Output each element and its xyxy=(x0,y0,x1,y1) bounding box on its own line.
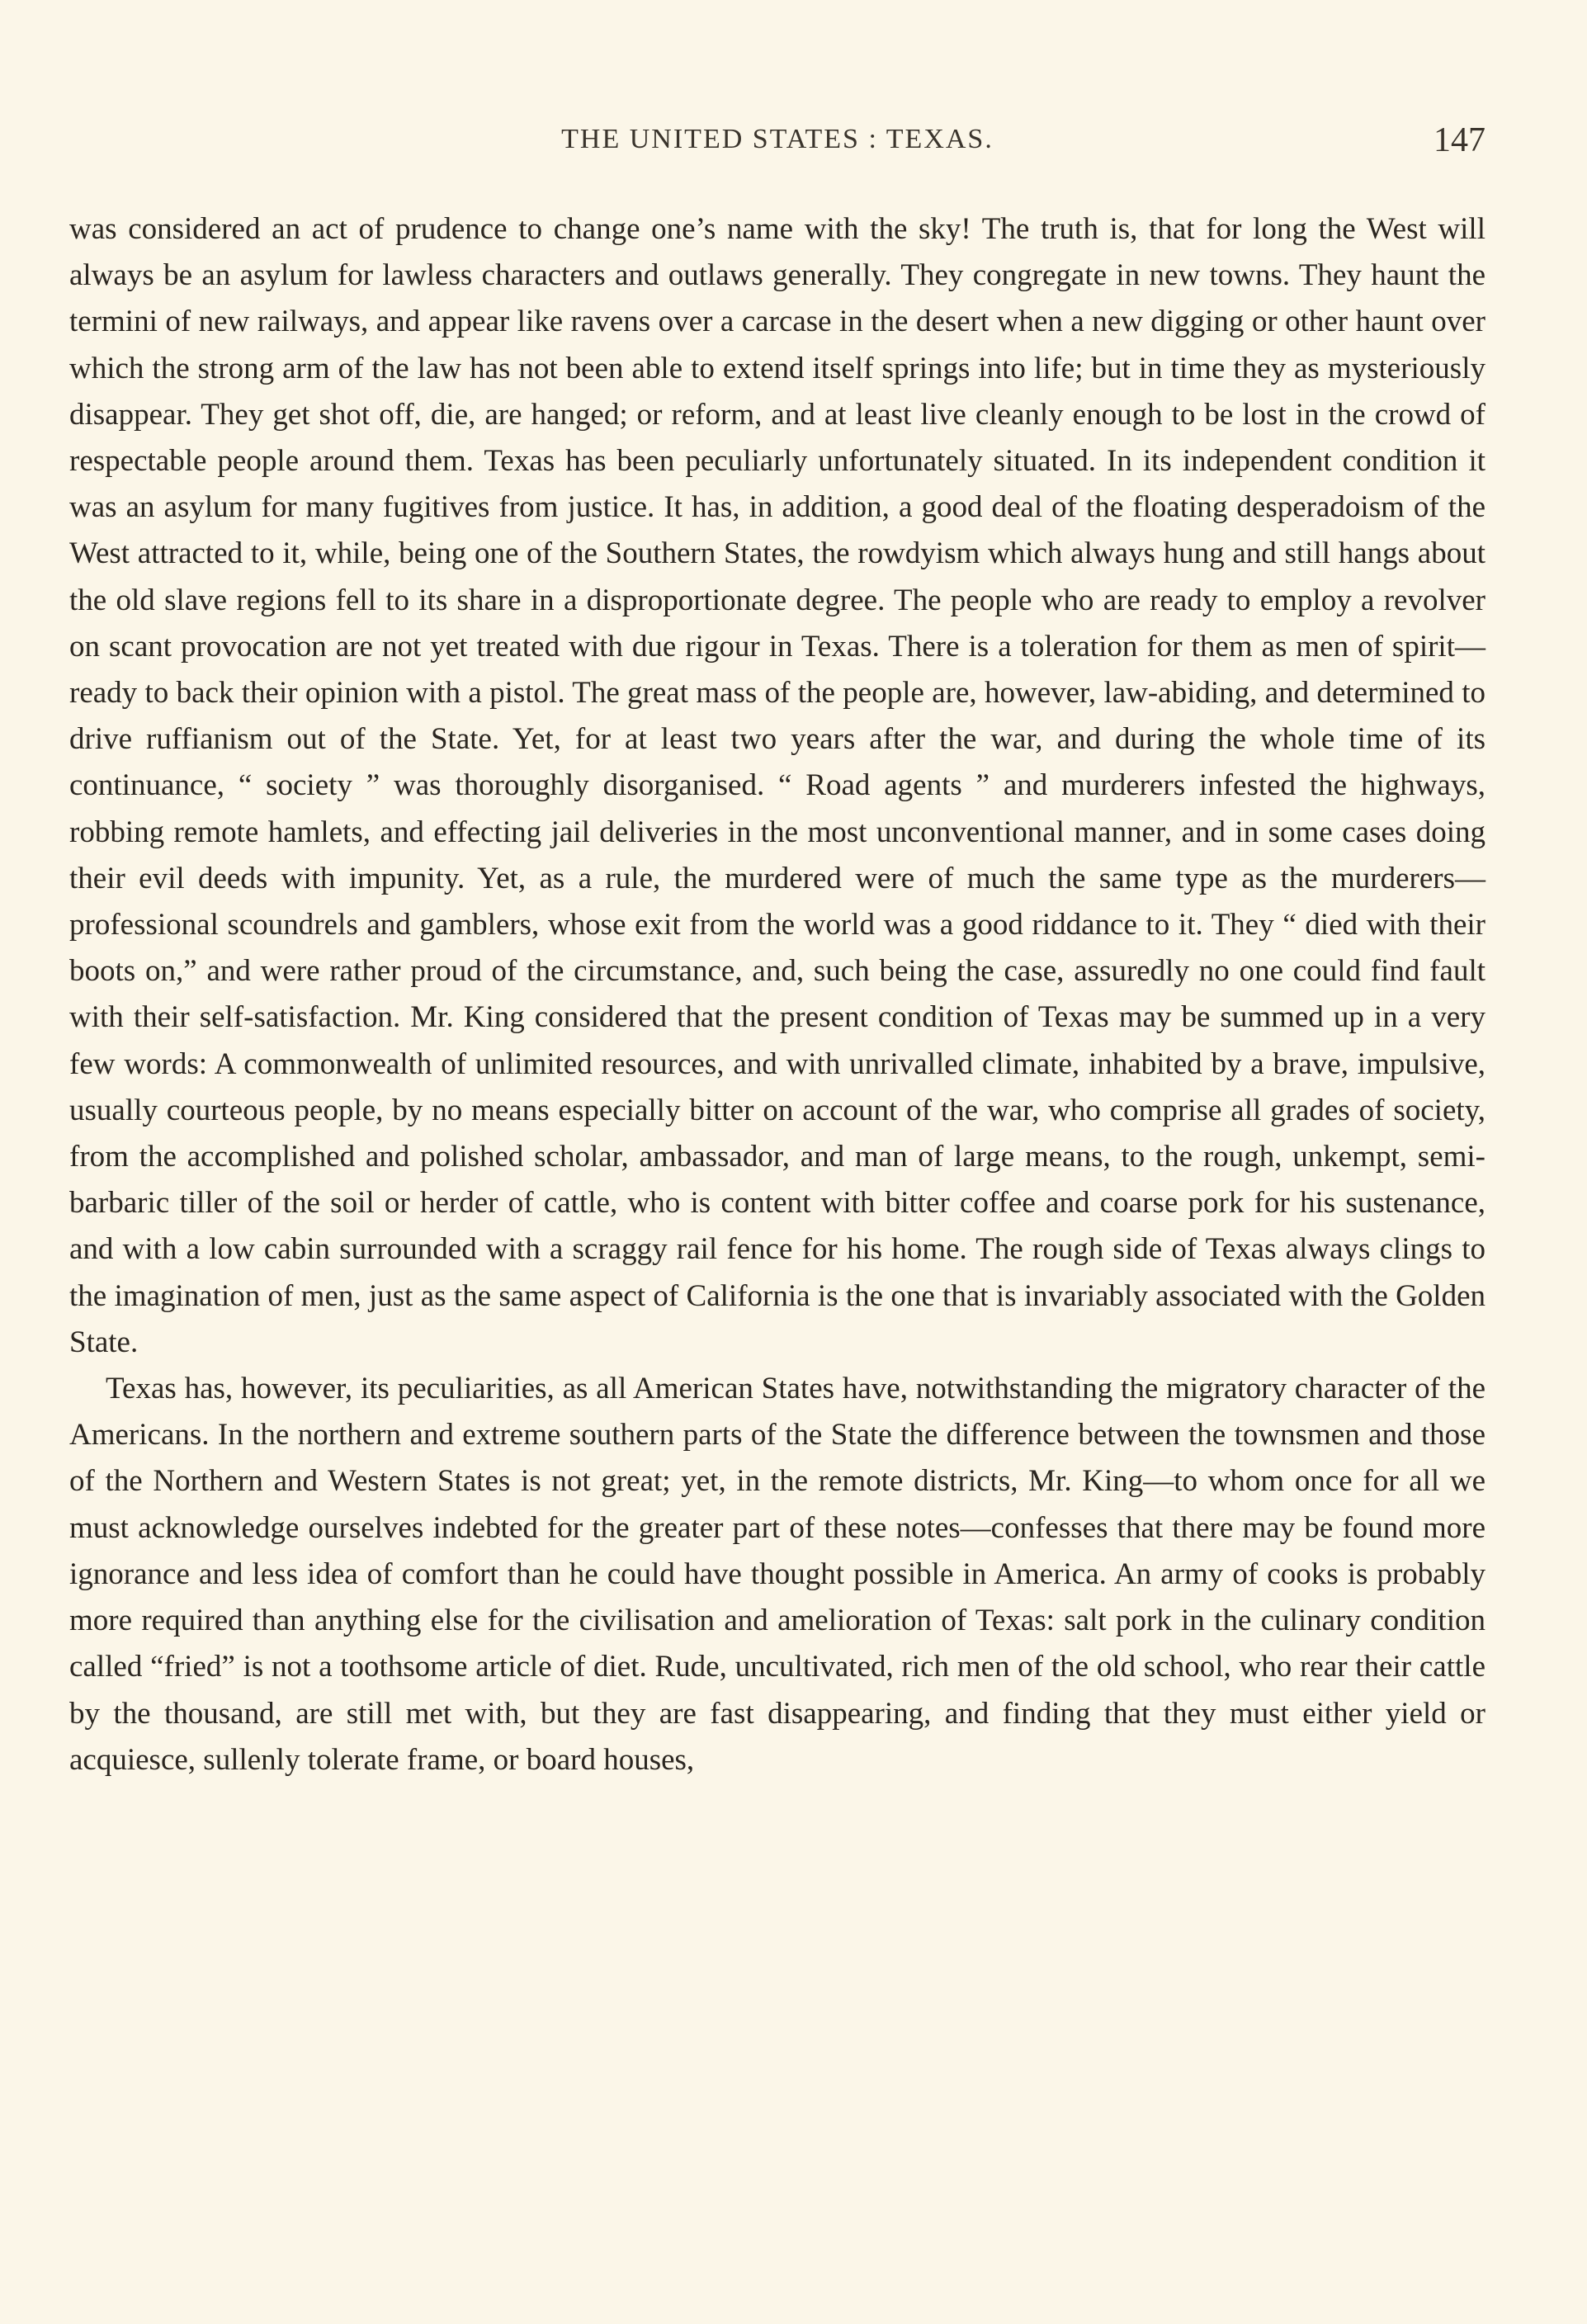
body-text xyxy=(69,206,1485,1783)
page-number: 147 xyxy=(1433,121,1485,159)
running-head xyxy=(69,121,1485,165)
running-head-title: THE UNITED STATES : TEXAS. xyxy=(561,124,994,154)
paragraph: was considered an act of prudence to change one’s name with the sky! The truth is, that for long the West will always be an asylum for lawless characters and outlaws generally. They congregate in new towns. They haunt the termini of new railways, and appear like ravens over a carcase in the desert when a new digging or other haunt over which the strong arm of the law has not been able to extend itself springs into life; but in time they as mysteriously disappear. They get shot off, die, are hanged; or reform, and at least live cleanly enough to be lost in the crowd of respectable people around them. Texas has been peculiarly unfortunately situated. In its independent condition it was an asylum for many fugitives from justice. It has, in addition, a good deal of the floating desperadoism of the West attracted to it, while, being one of the Southern States, the rowdyism which always hung and still hangs about the old slave regions fell to its share in a disproportionate degree. The people who are ready to employ a revolver on scant provocation are not yet treated with due rigour in Texas. There is a toleration for them as men of spirit—ready to back their opinion with a pistol. The great mass of the people are, however, law-abiding, and determined to drive ruffianism out of the State. Yet, for at least two years after the war, and during the whole time of its continuance, “ society ” was thoroughly disorganised. “ Road agents ” and murderers infested the highways, robbing remote hamlets, and effecting jail deliveries in the most unconventional manner, and in some cases doing their evil deeds with impunity. Yet, as a rule, the murdered were of much the same type as the murderers—professional scoundrels and gamblers, whose exit from the world was a good riddance to it. They “ died with their boots on,” and were rather proud of the circumstance, and, such being the case, assuredly no one could find fault with their self-satisfaction. Mr. King considered that the present condition of Texas may be summed up in a very few words: A commonwealth of unlimited resources, and with unrivalled climate, inhabited by a brave, impulsive, usually courteous people, by no means especially bitter on account of the war, who comprise all grades of society, from the accomplished and polished scholar, ambassador, and man of large means, to the rough, unkempt, semi-barbaric tiller of the soil or herder of cattle, who is content with bitter coffee and coarse pork for his sustenance, and with a low cabin surrounded with a scraggy rail fence for his home. The rough side of Texas always clings to the imagination of men, just as the same aspect of California is the one that is invariably associated with the Golden State. xyxy=(69,212,1485,1359)
paragraph: Texas has, however, its peculiarities, as all American States have, notwithstanding the migratory character of the Americans. In the northern and extreme southern parts of the State the difference between the townsmen and those of the Northern and Western States is not great; yet, in the remote districts, Mr. King—to whom once for all we must acknowledge ourselves indebted for the greater part of these notes—confesses that there may be found more ignorance and less idea of comfort than he could have thought possible in America. An army of cooks is probably more required than anything else for the civilisation and amelioration of Texas: salt pork in the culinary condition called “fried” is not a toothsome article of diet. Rude, uncultivated, rich men of the old school, who rear their cattle by the thousand, are still met with, but they are fast disappearing, and finding that they must either yield or acquiesce, sullenly tolerate frame, or board houses, xyxy=(69,1372,1485,1777)
